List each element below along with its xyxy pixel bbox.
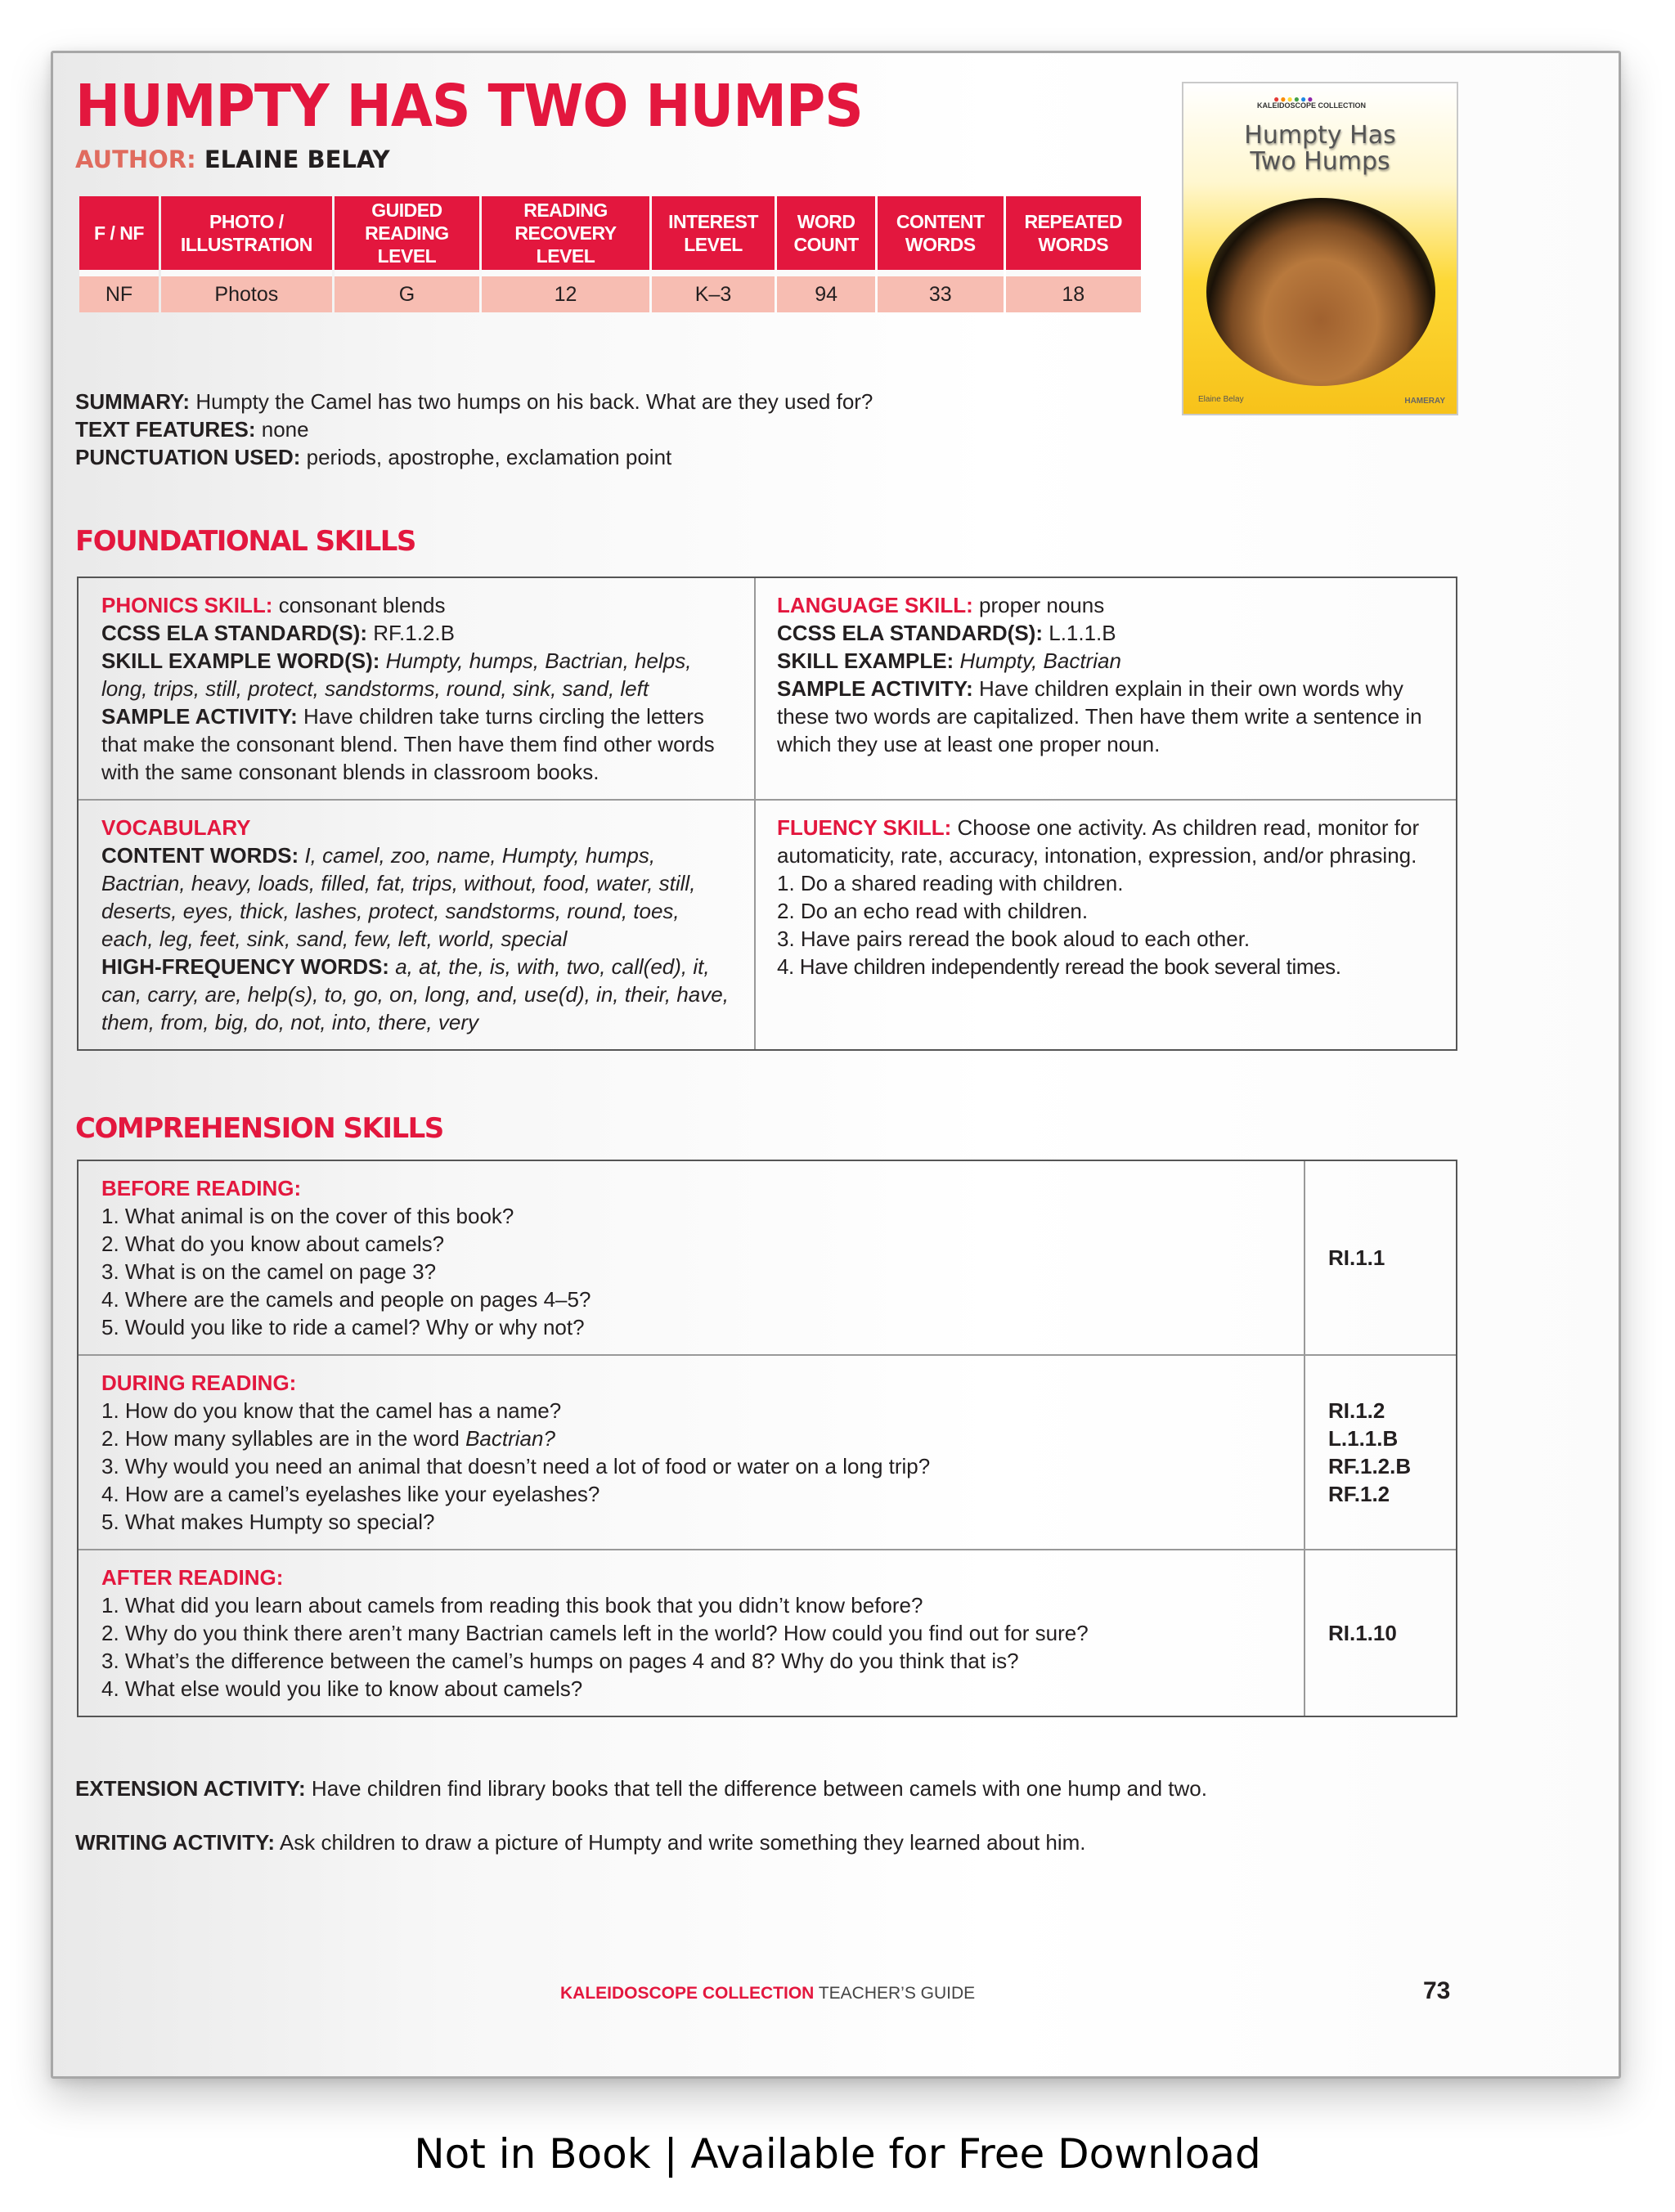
question-italic-word: Bactrian? [465,1426,555,1451]
cover-title [1183,123,1457,175]
cover-author: Elaine Belay [1198,395,1244,404]
list-item: 4. What else would you like to know about camels? [101,1676,583,1701]
phonics-example-label: SKILL EXAMPLE WORD(S): [101,648,380,673]
content-words: I, camel, zoo, name, Humpty, humps, Bactrian, heavy, loads, filled, fat, trips, without, food, water, still, deserts, eyes, thick, lashes, protect, sandstorms, round, toes, each, leg, feet, sink, sand, few, left, world, special [101,843,696,951]
standard-code: RF.1.2.B [1328,1454,1412,1478]
comprehension-skills-grid [77,1160,1457,1717]
after-reading-questions [79,1550,1305,1716]
grid-row [79,799,1456,1049]
high-frequency-words: a, at, the, is, with, two, call(ed), it, can, carry, are, help(s), to, go, on, long, and, use(d), in, their, have, them, from, big, do, not, into, there, very [101,954,729,1034]
language-standard-label: CCSS ELA STANDARD(S): [777,621,1043,645]
list-item: 3. Why would you need an animal that doesn’t need a lot of food or water on a long trip? [101,1454,931,1478]
language-example-label: SKILL EXAMPLE: [777,648,954,673]
download-banner: Not in Book | Available for Free Download [414,2130,1261,2178]
punctuation-text: periods, apostrophe, exclamation point [306,445,672,469]
header-interest-level: INTEREST LEVEL [652,196,775,270]
language-value: proper nouns [979,593,1105,617]
punctuation-line [75,443,873,471]
before-reading-standards [1305,1161,1456,1354]
phonics-activity-label: SAMPLE ACTIVITY: [101,704,298,729]
language-activity-label: SAMPLE ACTIVITY: [777,676,973,701]
value-photo-illustration: Photos [161,270,332,312]
value-guided-reading-level: G [335,270,479,312]
list-item: 2. Why do you think there aren’t many Bactrian camels left in the world? How could you find out for sure? [101,1621,1089,1645]
high-frequency-label: HIGH-FREQUENCY WORDS: [101,954,389,979]
camel-photo-icon [1206,198,1435,386]
extension-activity [75,1775,1207,1802]
before-reading-questions [79,1161,1305,1354]
writing-label: WRITING ACTIVITY: [75,1830,276,1855]
language-label: LANGUAGE SKILL: [777,593,973,617]
phonics-standard-label: CCSS ELA STANDARD(S): [101,621,367,645]
value-content-words: 33 [878,270,1004,312]
value-word-count: 94 [777,270,875,312]
list-item: 5. What makes Humpty so special? [101,1510,435,1534]
fluency-label: FLUENCY SKILL: [777,815,952,840]
foundational-skills-heading: FOUNDATIONAL SKILLS [75,525,415,558]
writing-activity [75,1828,1086,1856]
text-features-line [75,415,873,443]
footer-brand: KALEIDOSCOPE COLLECTION [560,1984,815,2003]
list-item: 4. Where are the camels and people on pages 4–5? [101,1287,591,1312]
phonics-standard: RF.1.2.B [373,621,455,645]
list-item: 3. Have pairs reread the book aloud to each other. [777,927,1251,951]
writing-text: Ask children to draw a picture of Humpty and write something they learned about him. [279,1830,1086,1855]
summary-text: Humpty the Camel has two humps on his back. What are they used for? [195,389,873,414]
text-features-label: TEXT FEATURES: [75,417,256,442]
footer-guide-label: TEACHER’S GUIDE [814,1984,976,2003]
page-title: HUMPTY HAS TWO HUMPS [75,72,863,141]
header-content-words: CONTENT WORDS [878,196,1004,270]
before-reading-label: BEFORE READING: [101,1176,302,1200]
author-label: AUTHOR: [75,146,196,173]
after-reading-row [79,1549,1456,1716]
standard-code: RI.1.10 [1328,1621,1397,1645]
phonics-activity: Have children take turns circling the letters that make the consonant blend. Then have them find other words with the same consonant blends in classroom books. [101,704,715,784]
author-name: ELAINE BELAY [204,146,390,173]
during-reading-row [79,1354,1456,1549]
standard-code: RI.1.2 [1328,1398,1385,1423]
after-reading-label: AFTER READING: [101,1565,284,1590]
summary-label: SUMMARY: [75,389,191,414]
header-repeated-words: REPEATED WORDS [1006,196,1142,270]
publisher-logo: HAMERAY [1404,397,1445,406]
content-words-label: CONTENT WORDS: [101,843,299,868]
book-cover-image [1182,82,1458,415]
punctuation-label: PUNCTUATION USED: [75,445,301,469]
book-meta [75,388,873,471]
language-standard: L.1.1.B [1049,621,1116,645]
phonics-skill-cell [79,578,756,799]
header-guided-reading-level: GUIDED READING LEVEL [335,196,479,270]
cover-title-line1: Humpty Has [1244,121,1396,150]
phonics-value: consonant blends [278,593,446,617]
question-text: 2. How many syllables are in the word [101,1426,466,1451]
list-item: 5. Would you like to ride a camel? Why or why not? [101,1315,585,1339]
header-reading-recovery-level: READING RECOVERY LEVEL [482,196,649,270]
table-row [79,270,1141,312]
extension-label: EXTENSION ACTIVITY: [75,1776,306,1801]
page-number: 73 [1423,1977,1451,2004]
fluency-skill-cell [756,801,1456,1049]
standard-code: L.1.1.B [1328,1426,1399,1451]
header-word-count: WORD COUNT [777,196,875,270]
value-repeated-words: 18 [1006,270,1142,312]
after-reading-standards [1305,1550,1456,1716]
foundational-skills-grid [77,577,1457,1051]
list-item: 3. What’s the difference between the camel’s humps on pages 4 and 8? Why do you think that is? [101,1649,1019,1673]
list-item [101,1425,1281,1452]
language-activity: Have children explain in their own words why these two words are capitalized. Then have them write a sentence in which they use at least one proper noun. [777,676,1422,756]
text-features-text: none [261,417,309,442]
value-f-nf: NF [79,270,159,312]
list-item: 4. How are a camel’s eyelashes like your eyelashes? [101,1482,600,1506]
list-item: 2. Do an echo read with children. [777,899,1089,923]
phonics-label: PHONICS SKILL: [101,593,273,617]
standard-code: RI.1.1 [1328,1245,1385,1270]
cover-title-line2: Two Humps [1250,147,1390,176]
comprehension-skills-heading: COMPREHENSION SKILLS [75,1112,443,1145]
value-interest-level: K–3 [652,270,775,312]
language-skill-cell [756,578,1456,799]
list-item: 4. Have children independently reread the book several times. [777,954,1341,979]
list-item: 2. What do you know about camels? [101,1232,445,1256]
during-reading-questions [79,1356,1305,1549]
book-info-table [77,196,1143,312]
author-line [75,146,390,173]
grid-row [79,578,1456,799]
footer-series [560,1984,975,2003]
standard-code: RF.1.2 [1328,1482,1390,1506]
fluency-intro: Choose one activity. As children read, monitor for automaticity, rate, accuracy, intonation, expression, and/or phrasing. [777,815,1420,868]
header-f-nf: F / NF [79,196,159,270]
cover-series: KALEIDOSCOPE COLLECTION [1257,101,1367,110]
list-item: 1. How do you know that the camel has a name? [101,1398,562,1423]
vocabulary-cell [79,801,756,1049]
summary-line [75,388,873,415]
header-photo-illustration: PHOTO / ILLUSTRATION [161,196,332,270]
value-reading-recovery-level: 12 [482,270,649,312]
phonics-examples: Humpty, humps, Bactrian, helps, long, trips, still, protect, sandstorms, round, sink, sand, left [101,648,692,701]
list-item: 1. Do a shared reading with children. [777,871,1124,895]
kaleidoscope-logo-icon: ●●●●●● [1273,93,1314,105]
vocabulary-label: VOCABULARY [101,815,251,840]
before-reading-row [79,1161,1456,1354]
during-reading-label: DURING READING: [101,1371,297,1395]
extension-text: Have children find library books that tell the difference between camels with one hump and two. [311,1776,1207,1801]
language-examples: Humpty, Bactrian [959,648,1121,673]
list-item: 1. What did you learn about camels from reading this book that you didn’t know before? [101,1593,923,1617]
during-reading-standards [1305,1356,1456,1549]
list-item: 3. What is on the camel on page 3? [101,1259,437,1284]
list-item: 1. What animal is on the cover of this book? [101,1204,514,1228]
